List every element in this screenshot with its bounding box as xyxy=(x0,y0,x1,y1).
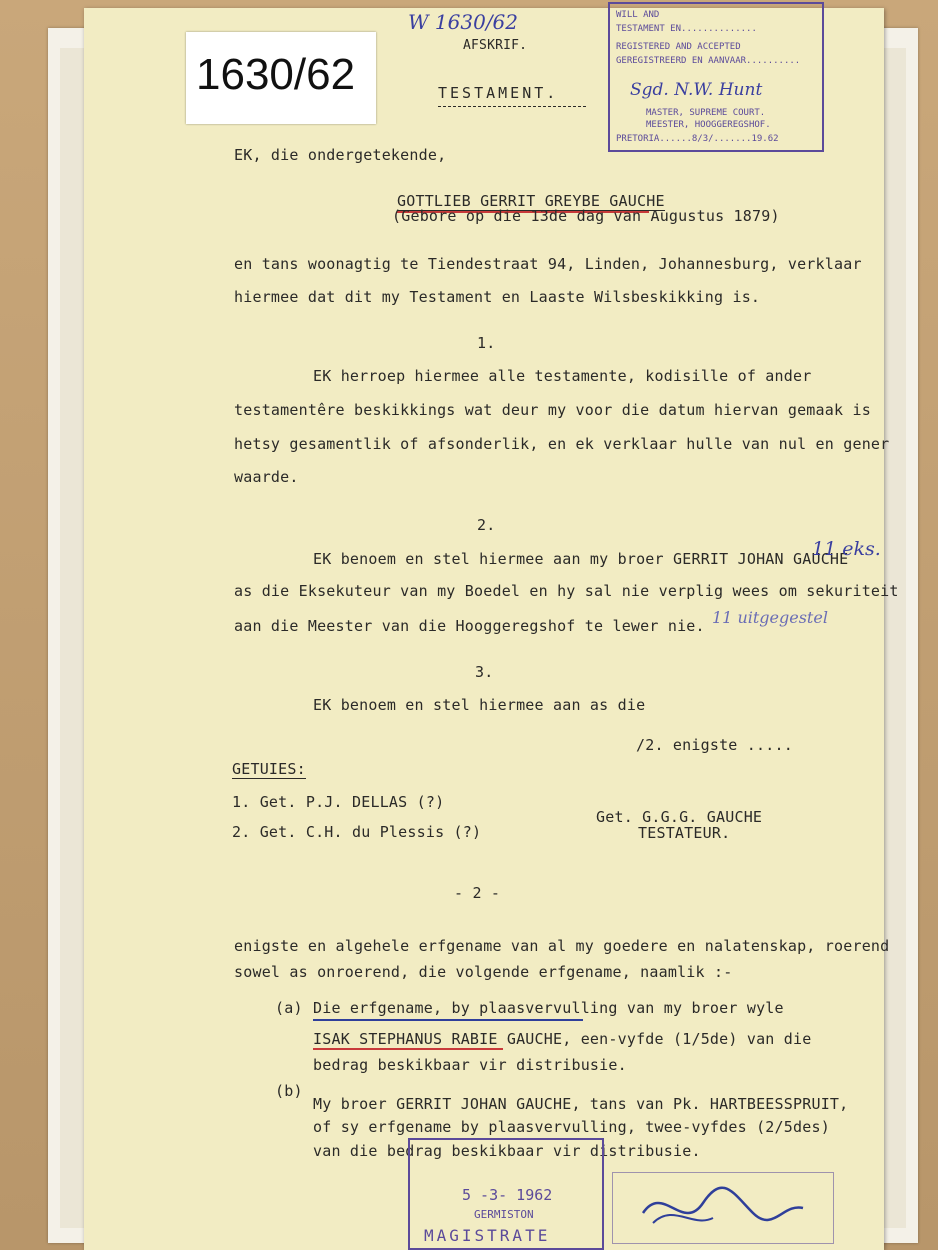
body-line: My broer GERRIT JOHAN GAUCHE, tans van Pk. HARTBEESSPRUIT, xyxy=(313,1095,849,1113)
body-line: hiermee dat dit my Testament en Laaste Wilsbeskikking is. xyxy=(234,288,761,306)
stamp-line: MEESTER, HOOGGEREGSHOF. xyxy=(646,120,771,130)
magistrate-stamp xyxy=(408,1138,604,1250)
body-line: en tans woonagtig te Tiendestraat 94, Linden, Johannesburg, verklaar xyxy=(234,255,862,273)
testator-signature: Get. G.G.G. GAUCHE xyxy=(596,808,763,826)
file-number-text: 1630/62 xyxy=(196,50,356,99)
file-number-label xyxy=(186,32,376,124)
body-line: ISAK STEPHANUS RABIE GAUCHE, een-vyfde (1/5de) van die xyxy=(313,1030,812,1048)
birth-date: (Gebore op die 13de dag van Augustus 1879) xyxy=(392,207,780,225)
body-line: of sy erfgename by plaasvervulling, twee-vyfdes (2/5des) xyxy=(313,1118,830,1136)
continuation-marker: /2. enigste ..... xyxy=(636,736,793,754)
signature-scribble-icon xyxy=(613,1173,833,1243)
body-line: enigste en algehele erfgename van al my goedere en nalatenskap, roerend xyxy=(234,937,890,955)
handwritten-reference: W 1630/62 xyxy=(408,10,518,34)
clause-number: 3. xyxy=(475,663,494,681)
body-line: EK benoem en stel hiermee aan my broer GERRIT JOHAN GAUCHE xyxy=(313,550,849,568)
margin-note: 11 eks. xyxy=(812,538,881,560)
stamp-line: GEREGISTREERD EN AANVAAR.......... xyxy=(616,56,801,66)
stamp-line: MASTER, SUPREME COURT. xyxy=(646,108,766,118)
red-underline xyxy=(313,1048,503,1050)
page-number: - 2 - xyxy=(454,884,501,902)
stamp-signature: Sgd. N.W. Hunt xyxy=(630,80,763,100)
testator-name: GOTTLIEB GERRIT GREYBE GAUCHE xyxy=(397,192,665,210)
stamp-line: PRETORIA......8/3/.......19.62 xyxy=(616,134,779,144)
item-marker: (a) xyxy=(275,999,303,1017)
body-line: EK herroep hiermee alle testamente, kodisille of ander xyxy=(313,367,812,385)
item-marker: (b) xyxy=(275,1082,303,1100)
stamp-office: MAGISTRATE xyxy=(424,1226,551,1245)
stamp-line: WILL AND xyxy=(616,10,660,20)
body-line: Die erfgename, by plaasvervulling van my broer wyle xyxy=(313,999,784,1017)
clause-number: 1. xyxy=(477,334,496,352)
blue-underline xyxy=(313,1019,583,1021)
body-line: sowel as onroerend, die volgende erfgename, naamlik :- xyxy=(234,963,733,981)
body-line: hetsy gesamentlik of afsonderlik, en ek verklaar hulle van nul en gener xyxy=(234,435,890,453)
intro-text: EK, die ondergetekende, xyxy=(234,146,447,164)
testator-title: TESTATEUR. xyxy=(638,824,731,842)
witness-line: 2. Get. C.H. du Plessis (?) xyxy=(232,823,482,841)
stamp-date: 5 -3- 1962 xyxy=(462,1186,553,1204)
margin-note: 11 uitgegestel xyxy=(712,608,828,627)
body-line: aan die Meester van die Hooggeregshof te lewer nie. xyxy=(234,617,705,635)
clause-number: 2. xyxy=(477,516,496,534)
witnesses-heading: GETUIES: xyxy=(232,760,306,778)
body-line: van die bedrag beskikbaar vir distribusie. xyxy=(313,1142,701,1160)
body-line: testamentêre beskikkings wat deur my voor die datum hiervan gemaak is xyxy=(234,401,871,419)
witness-line: 1. Get. P.J. DELLAS (?) xyxy=(232,793,445,811)
faint-stamp xyxy=(612,1172,834,1244)
stamp-place: GERMISTON xyxy=(474,1208,534,1221)
body-line: as die Eksekuteur van my Boedel en hy sal nie verplig wees om sekuriteit xyxy=(234,582,899,600)
stamp-line: REGISTERED AND ACCEPTED xyxy=(616,42,741,52)
afskrif-heading: AFSKRIF. xyxy=(463,38,528,53)
document-title: TESTAMENT. xyxy=(438,84,559,102)
body-line: bedrag beskikbaar vir distribusie. xyxy=(313,1056,627,1074)
body-line: waarde. xyxy=(234,468,299,486)
registry-stamp xyxy=(608,2,824,152)
body-line: EK benoem en stel hiermee aan as die xyxy=(313,696,646,714)
stamp-line: TESTAMENT EN.............. xyxy=(616,24,757,34)
title-underline xyxy=(438,106,586,107)
